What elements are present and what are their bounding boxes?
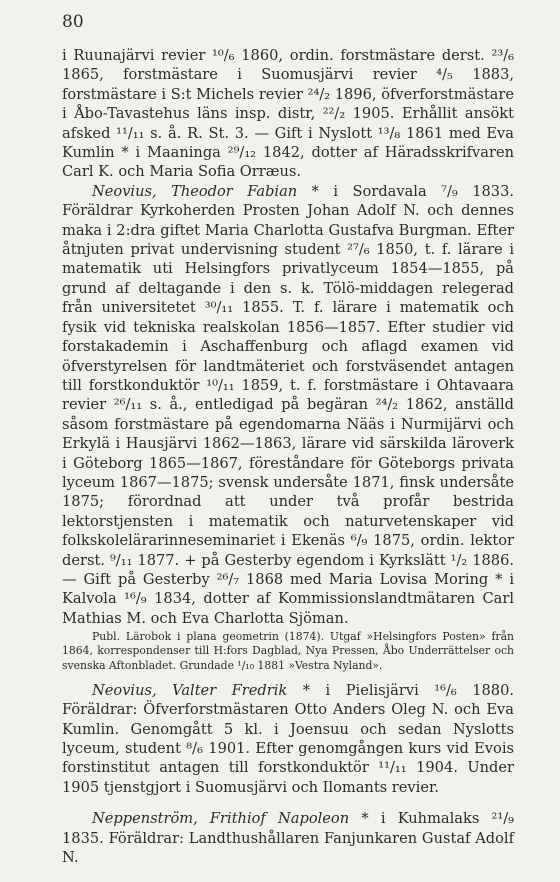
biography-text (62, 46, 514, 867)
page-number: 80 (62, 12, 84, 32)
entry-continuation (62, 46, 514, 182)
entry-text: * i Sordavala ⁷/₉ 1833. Föräldrar Kyrkoherden Prosten Johan Adolf N. och dennes maka i 2:dra giftet Maria Charlotta Gustafva Burgman. Efter åtnjuten privat undervisning student ²⁷/₆ 1850, t. f. lärare i matematik uti Helsingfors privatlyceum 1854—1855, på grund af deltagande i den s. k. Tölö-middagen relegerad från universitetet ³⁰/₁₁ 1855. T. f. lärare i matematik och fysik vid tekniska realskolan 1856—1857. Efter studier vid forstakademin i Aschaffenburg och aflagd examen vid öfverstyrelsen för landtmäteriet och forstväsendet antagen till forstkonduktör ¹⁰/₁₁ 1859, t. f. forstmästare i Ohtavaara revier ²⁶/₁₁ s. å., entledigad på begäran ²⁴/₂ 1862, anställd såsom forstmästare på egendomarna Nääs i Nurmijärvi och Erkylä i Hausjärvi 1862—1863, lärare vid särskilda läroverk i Göteborg 1865—1867, föreståndare för Göteborgs privata lyceum 1867—1875; svensk undersåte 1871, finsk undersåte 1875; förordnad att under två profår bestrida lektorstjensten i matematik och naturvetenskaper vid folkskolelärarinneseminariet i Ekenäs ⁶/₉ 1875, ordin. lektor derst. ⁹/₁₁ 1877. + på Gesterby egendom i Kyrkslätt ¹/₂ 1886. — Gift på Gesterby ²⁶/₇ 1868 med Maria Lovisa Moring * i Kalvola ¹⁶/₉ 1834, dotter af Kommissionslandtmätaren Carl Mathias M. och Eva Charlotta Sjöman. (62, 182, 515, 627)
entry-name: Neppenström, Frithiof Napoleon (92, 810, 350, 828)
entry-neovius-theodor (62, 182, 514, 628)
spacer (62, 797, 514, 809)
entry-text: * i Kuhmalaks ²¹/₉ 1835. Föräldrar: Landthushållaren Fanjunkaren Gustaf Adolf N. (62, 810, 514, 867)
spacer (62, 673, 514, 681)
entry-name: Neovius, Theodor Fabian (92, 182, 298, 200)
publications-note: Publ. Lärobok i plana geometrin (1874). Utgaf »Helsingfors Posten» från 1864, korrespondenser till H:fors Dagblad, Nya Pressen, Åbo Underrättelser och svenska Aftonbladet. Grundade ¹/₁₀ 1881 »Vestra Nyland». (62, 630, 514, 672)
entry-neppenstrom (62, 809, 514, 867)
entry-name: Neovius, Valter Fredrik (92, 681, 288, 699)
entry-text: i Ruunajärvi revier ¹⁰/₆ 1860, ordin. forstmästare derst. ²³/₆ 1865, forstmästare i Suomusjärvi revier ⁴/₅ 1883, forstmästare i S:t Michels revier ²⁴/₂ 1896, öfverforstmästare i Åbo-Tavastehus läns insp. distr, ²²/₂ 1905. Erhållit ansökt afsked ¹¹/₁₁ s. å. R. St. 3. — Gift i Nyslott ¹³/₈ 1861 med Eva Kumlin * i Maaninga ²⁹/₁₂ 1842, dotter af Häradsskrifvaren Carl K. och Maria Sofia Orræus. (62, 47, 514, 181)
entry-neovius-valter (62, 681, 514, 797)
entry-text: * i Pielisjärvi ¹⁶/₆ 1880. Föräldrar: Öfverforstmästaren Otto Anders Oleg N. och Eva Kumlin. Genomgått 5 kl. i Joensuu och sedan Nyslotts lyceum, student ⁸/₆ 1901. Efter genomgången kurs vid Evois forstinstitut antagen till forstkonduktör ¹¹/₁₁ 1904. Under 1905 tjenstgjort i Suomusjärvi och Ilomants revier. (62, 681, 515, 796)
